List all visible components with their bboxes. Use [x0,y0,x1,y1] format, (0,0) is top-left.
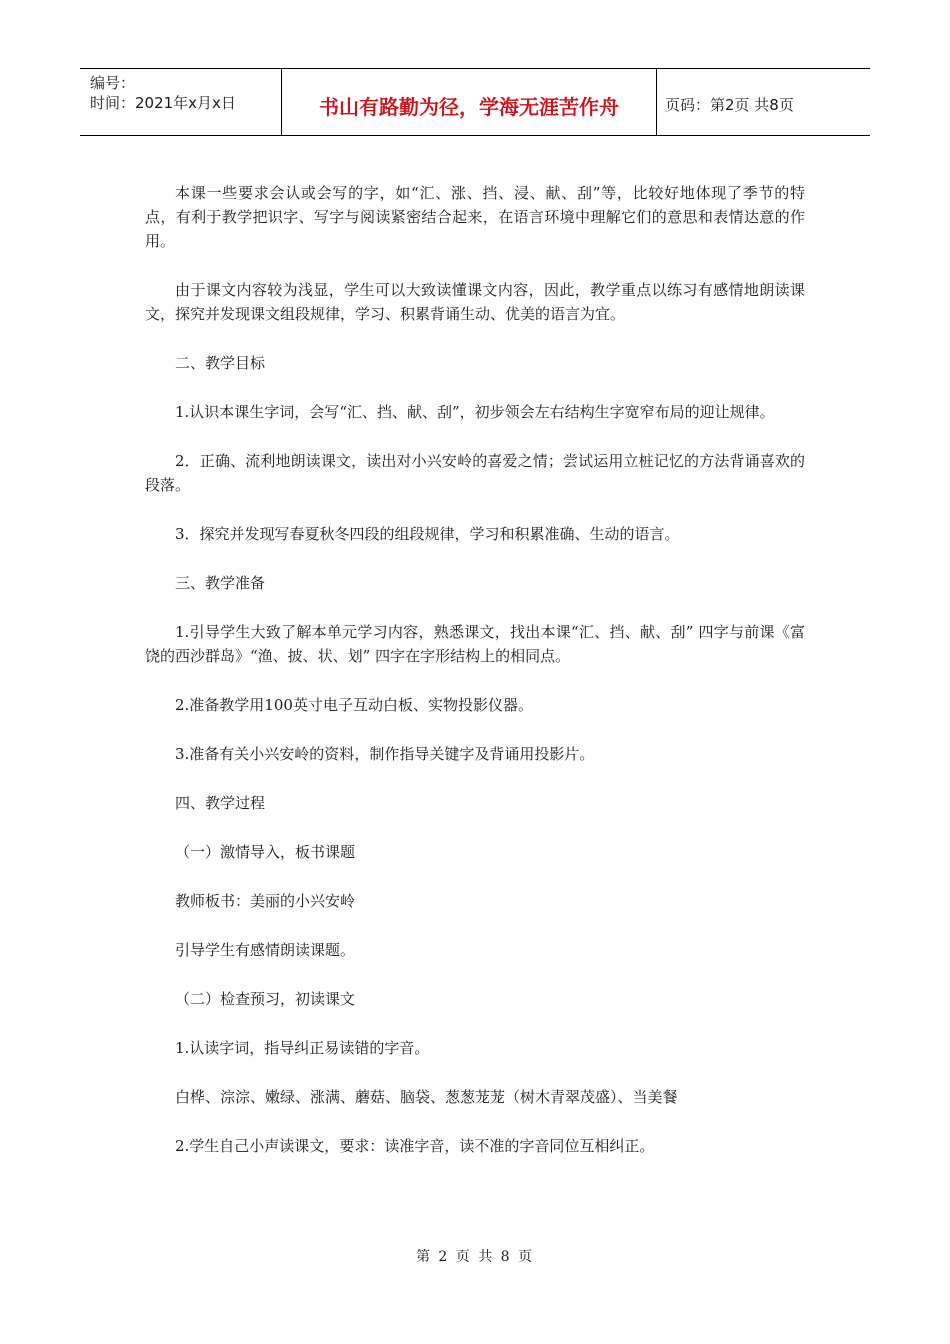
header-page-label: 页码：第2页 共8页 [665,95,794,114]
preparation-3: 3.准备有关小兴安岭的资料，制作指导关键字及背诵用投影片。 [175,745,595,763]
process-word-list: 白桦、淙淙、嫩绿、涨满、蘑菇、脑袋、葱葱茏茏（树木青翠茂盛）、当美餐 [175,1088,678,1106]
objective-3: 3．探究并发现写春夏秋冬四段的组段规律，学习和积累准确、生动的语言。 [175,525,680,543]
section-heading-preparation: 三、教学准备 [175,574,266,592]
process-step-2-heading: （二）检查预习，初读课文 [175,990,356,1008]
page-footer: 第 2 页 共 8 页 [415,1249,535,1265]
process-blackboard: 教师板书：美丽的小兴安岭 [175,892,356,910]
section-heading-objectives: 二、教学目标 [175,354,266,372]
objective-2: 2．正确、流利地朗读课文，读出对小兴安岭的喜爱之情；尝试运用立桩记忆的方法背诵喜欢的段落。 [145,452,805,494]
process-self-read: 2.学生自己小声读课文，要求：读准字音，读不准的字音同位互相纠正。 [175,1137,655,1155]
document-number-label: 编号： [90,74,136,92]
header-motto: 书山有路勤为径，学海无涯苦作舟 [282,69,657,135]
document-body [145,181,805,1183]
objective-1: 1.认识本课生字词，会写“汇、挡、献、刮”，初步领会左右结构生字宽窄布局的迎让规律。 [175,403,775,421]
paragraph-1: 本课一些要求会认或会写的字，如“汇、涨、挡、浸、献、刮”等，比较好地体现了季节的特点，有利于教学把识字、写字与阅读紧密结合起来，在语言环境中理解它们的意思和表情达意的作用。 [145,184,805,250]
document-time-label: 时间：2021年x月x日 [90,94,236,112]
paragraph-2: 由于课文内容较为浅显，学生可以大致读懂课文内容，因此，教学重点以练习有感情地朗读课文，探究并发现课文组段规律，学习、积累背诵生动、优美的语言为宜。 [145,281,805,323]
process-read-title: 引导学生有感情朗读课题。 [175,941,356,959]
header-meta [80,69,282,135]
section-heading-process: 四、教学过程 [175,794,266,812]
preparation-2: 2.准备教学用100英寸电子互动白板、实物投影仪器。 [175,696,533,714]
process-step-1-heading: （一）激情导入，板书课题 [175,843,356,861]
preparation-1: 1.引导学生大致了解本单元学习内容，熟悉课文，找出本课“汇、挡、献、刮” 四字与前课《富饶的西沙群岛》“渔、披、状、划” 四字在字形结构上的相同点。 [145,623,805,665]
process-read-words: 1.认读字词，指导纠正易读错的字音。 [175,1039,430,1057]
page-header [80,68,870,136]
